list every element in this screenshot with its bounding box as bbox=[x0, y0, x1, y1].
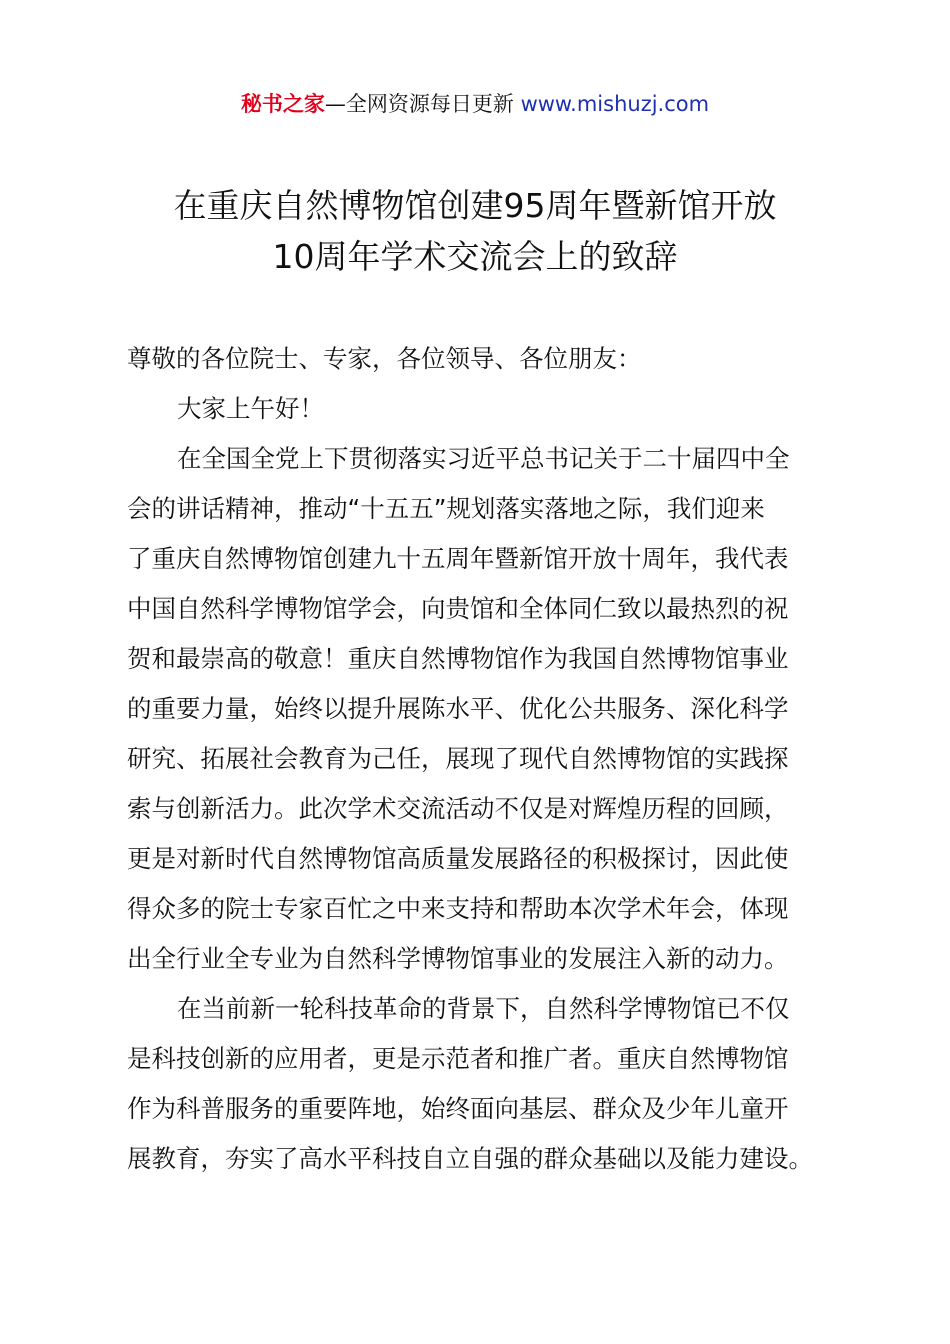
greeting: 大家上午好！ bbox=[177, 394, 324, 423]
paragraph-line: 中国自然科学博物馆学会，向贵馆和全体同仁致以最热烈的祝 bbox=[127, 594, 789, 623]
site-url-link[interactable]: www.mishuzj.com bbox=[520, 92, 710, 116]
document-body bbox=[127, 334, 847, 1184]
paragraph-line: 出全行业全专业为自然科学博物馆事业的发展注入新的动力。 bbox=[127, 944, 789, 973]
site-header bbox=[0, 88, 950, 120]
paragraph-line: 在全国全党上下贯彻落实习近平总书记关于二十届四中全 bbox=[177, 444, 790, 473]
salutation: 尊敬的各位院士、专家，各位领导、各位朋友： bbox=[127, 344, 642, 373]
document-title bbox=[100, 180, 850, 282]
title-line-1: 在重庆自然博物馆创建95周年暨新馆开放 bbox=[173, 186, 777, 225]
paragraph-line: 得众多的院士专家百忙之中来支持和帮助本次学术年会，体现 bbox=[127, 894, 789, 923]
paragraph-line: 展教育，夯实了高水平科技自立自强的群众基础以及能力建设。 bbox=[127, 1144, 813, 1173]
paragraph-line: 贺和最崇高的敬意！重庆自然博物馆作为我国自然博物馆事业 bbox=[127, 644, 789, 673]
paragraph-line: 更是对新时代自然博物馆高质量发展路径的积极探讨，因此使 bbox=[127, 844, 789, 873]
paragraph-2 bbox=[127, 984, 847, 1184]
site-brand: 秘书之家 bbox=[240, 92, 325, 116]
title-line-2: 10周年学术交流会上的致辞 bbox=[272, 237, 678, 276]
paragraph-line: 作为科普服务的重要阵地，始终面向基层、群众及少年儿童开 bbox=[127, 1094, 789, 1123]
paragraph-line: 会的讲话精神，推动“十五五”规划落实落地之际，我们迎来 bbox=[127, 494, 765, 523]
paragraph-1 bbox=[127, 434, 847, 984]
paragraph-line: 索与创新活力。此次学术交流活动不仅是对辉煌历程的回顾， bbox=[127, 794, 789, 823]
paragraph-line: 是科技创新的应用者，更是示范者和推广者。重庆自然博物馆 bbox=[127, 1044, 789, 1073]
paragraph-line: 了重庆自然博物馆创建九十五周年暨新馆开放十周年，我代表 bbox=[127, 544, 789, 573]
paragraph-line: 研究、拓展社会教育为己任，展现了现代自然博物馆的实践探 bbox=[127, 744, 789, 773]
paragraph-line: 的重要力量，始终以提升展陈水平、优化公共服务、深化科学 bbox=[127, 694, 789, 723]
paragraph-line: 在当前新一轮科技革命的背景下，自然科学博物馆已不仅 bbox=[177, 994, 790, 1023]
site-tagline: —全网资源每日更新 bbox=[324, 92, 521, 116]
